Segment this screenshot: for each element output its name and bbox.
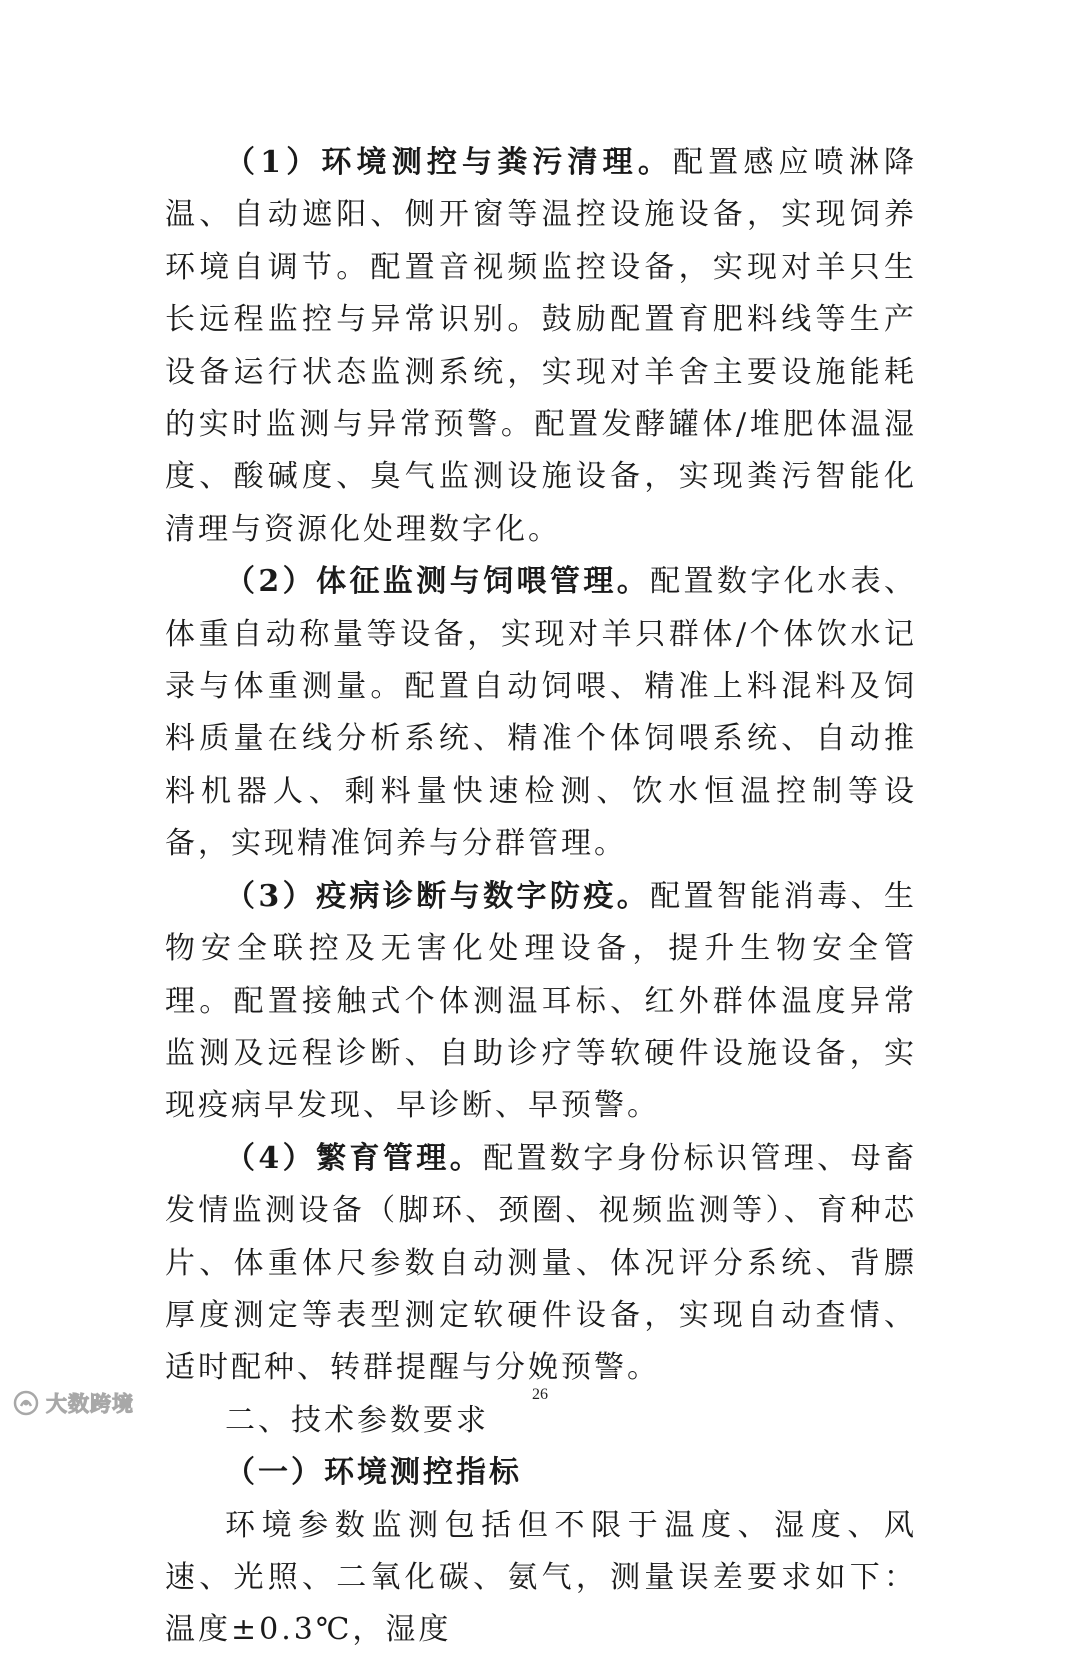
watermark-text: 大数跨境: [46, 1392, 134, 1416]
paragraph-text: 配置数字化水表、体重自动称量等设备，实现对羊只群体/个体饮水记录与体重测量。配置自动饲喂、精准上料混料及饲料质量在线分析系统、精准个体饲喂系统、自动推料机器人、剩料量快速检测、饮水恒温控制等设备，实现精准饲养与分群管理。: [165, 564, 917, 862]
paragraph-text: 配置数字身份标识管理、母畜发情监测设备（脚环、颈圈、视频监测等）、育种芯片、体重体尺参数自动测量、体况评分系统、背膘厚度测定等表型测定软硬件设备，实现自动查情、适时配种、转群提醒与分娩预警。: [165, 1140, 917, 1386]
paragraph-lead: （2）体征监测与饲喂管理。: [225, 564, 651, 600]
paragraph-lead: （3）疫病诊断与数字防疫。: [225, 878, 651, 914]
paragraph-env-params: 环境参数监测包括但不限于温度、湿度、风速、光照、二氧化碳、氨气，测量误差要求如下：温度±0.3℃，湿度: [165, 1507, 917, 1648]
watermark-logo-icon: [12, 1389, 40, 1417]
paragraph-lead: （4）繁育管理。: [225, 1140, 484, 1176]
paragraph-text: 配置感应喷淋降温、自动遮阳、侧开窗等温控设施设备，实现饲养环境自调节。配置音视频监控设备，实现对羊只生长远程监控与异常识别。鼓励配置育肥料线等生产设备运行状态监测系统，实现对羊舍主要设施能耗的实时监测与异常预警。配置发酵罐体/堆肥体温湿度、酸碱度、臭气监测设施设备，实现粪污智能化清理与资源化处理数字化。: [165, 145, 918, 547]
paragraph-lead: （1）环境测控与粪污清理。: [225, 145, 674, 180]
page-number: 26: [532, 1386, 548, 1403]
paragraph-disease: [165, 871, 917, 1133]
watermark: [12, 1388, 134, 1418]
paragraph-breeding: [165, 1133, 917, 1395]
paragraph-environment: [165, 137, 917, 556]
subsection-heading: （一）环境测控指标: [225, 1455, 522, 1491]
paragraph-feeding: [165, 556, 917, 870]
paragraph-text: 配置智能消毒、生物安全联控及无害化处理设备，提升生物安全管理。配置接触式个体测温耳标、红外群体温度异常监测及远程诊断、自助诊疗等软硬件设施设备，实现疫病早发现、早诊断、早预警。: [165, 878, 917, 1124]
section-heading: 二、技术参数要求: [225, 1402, 489, 1438]
